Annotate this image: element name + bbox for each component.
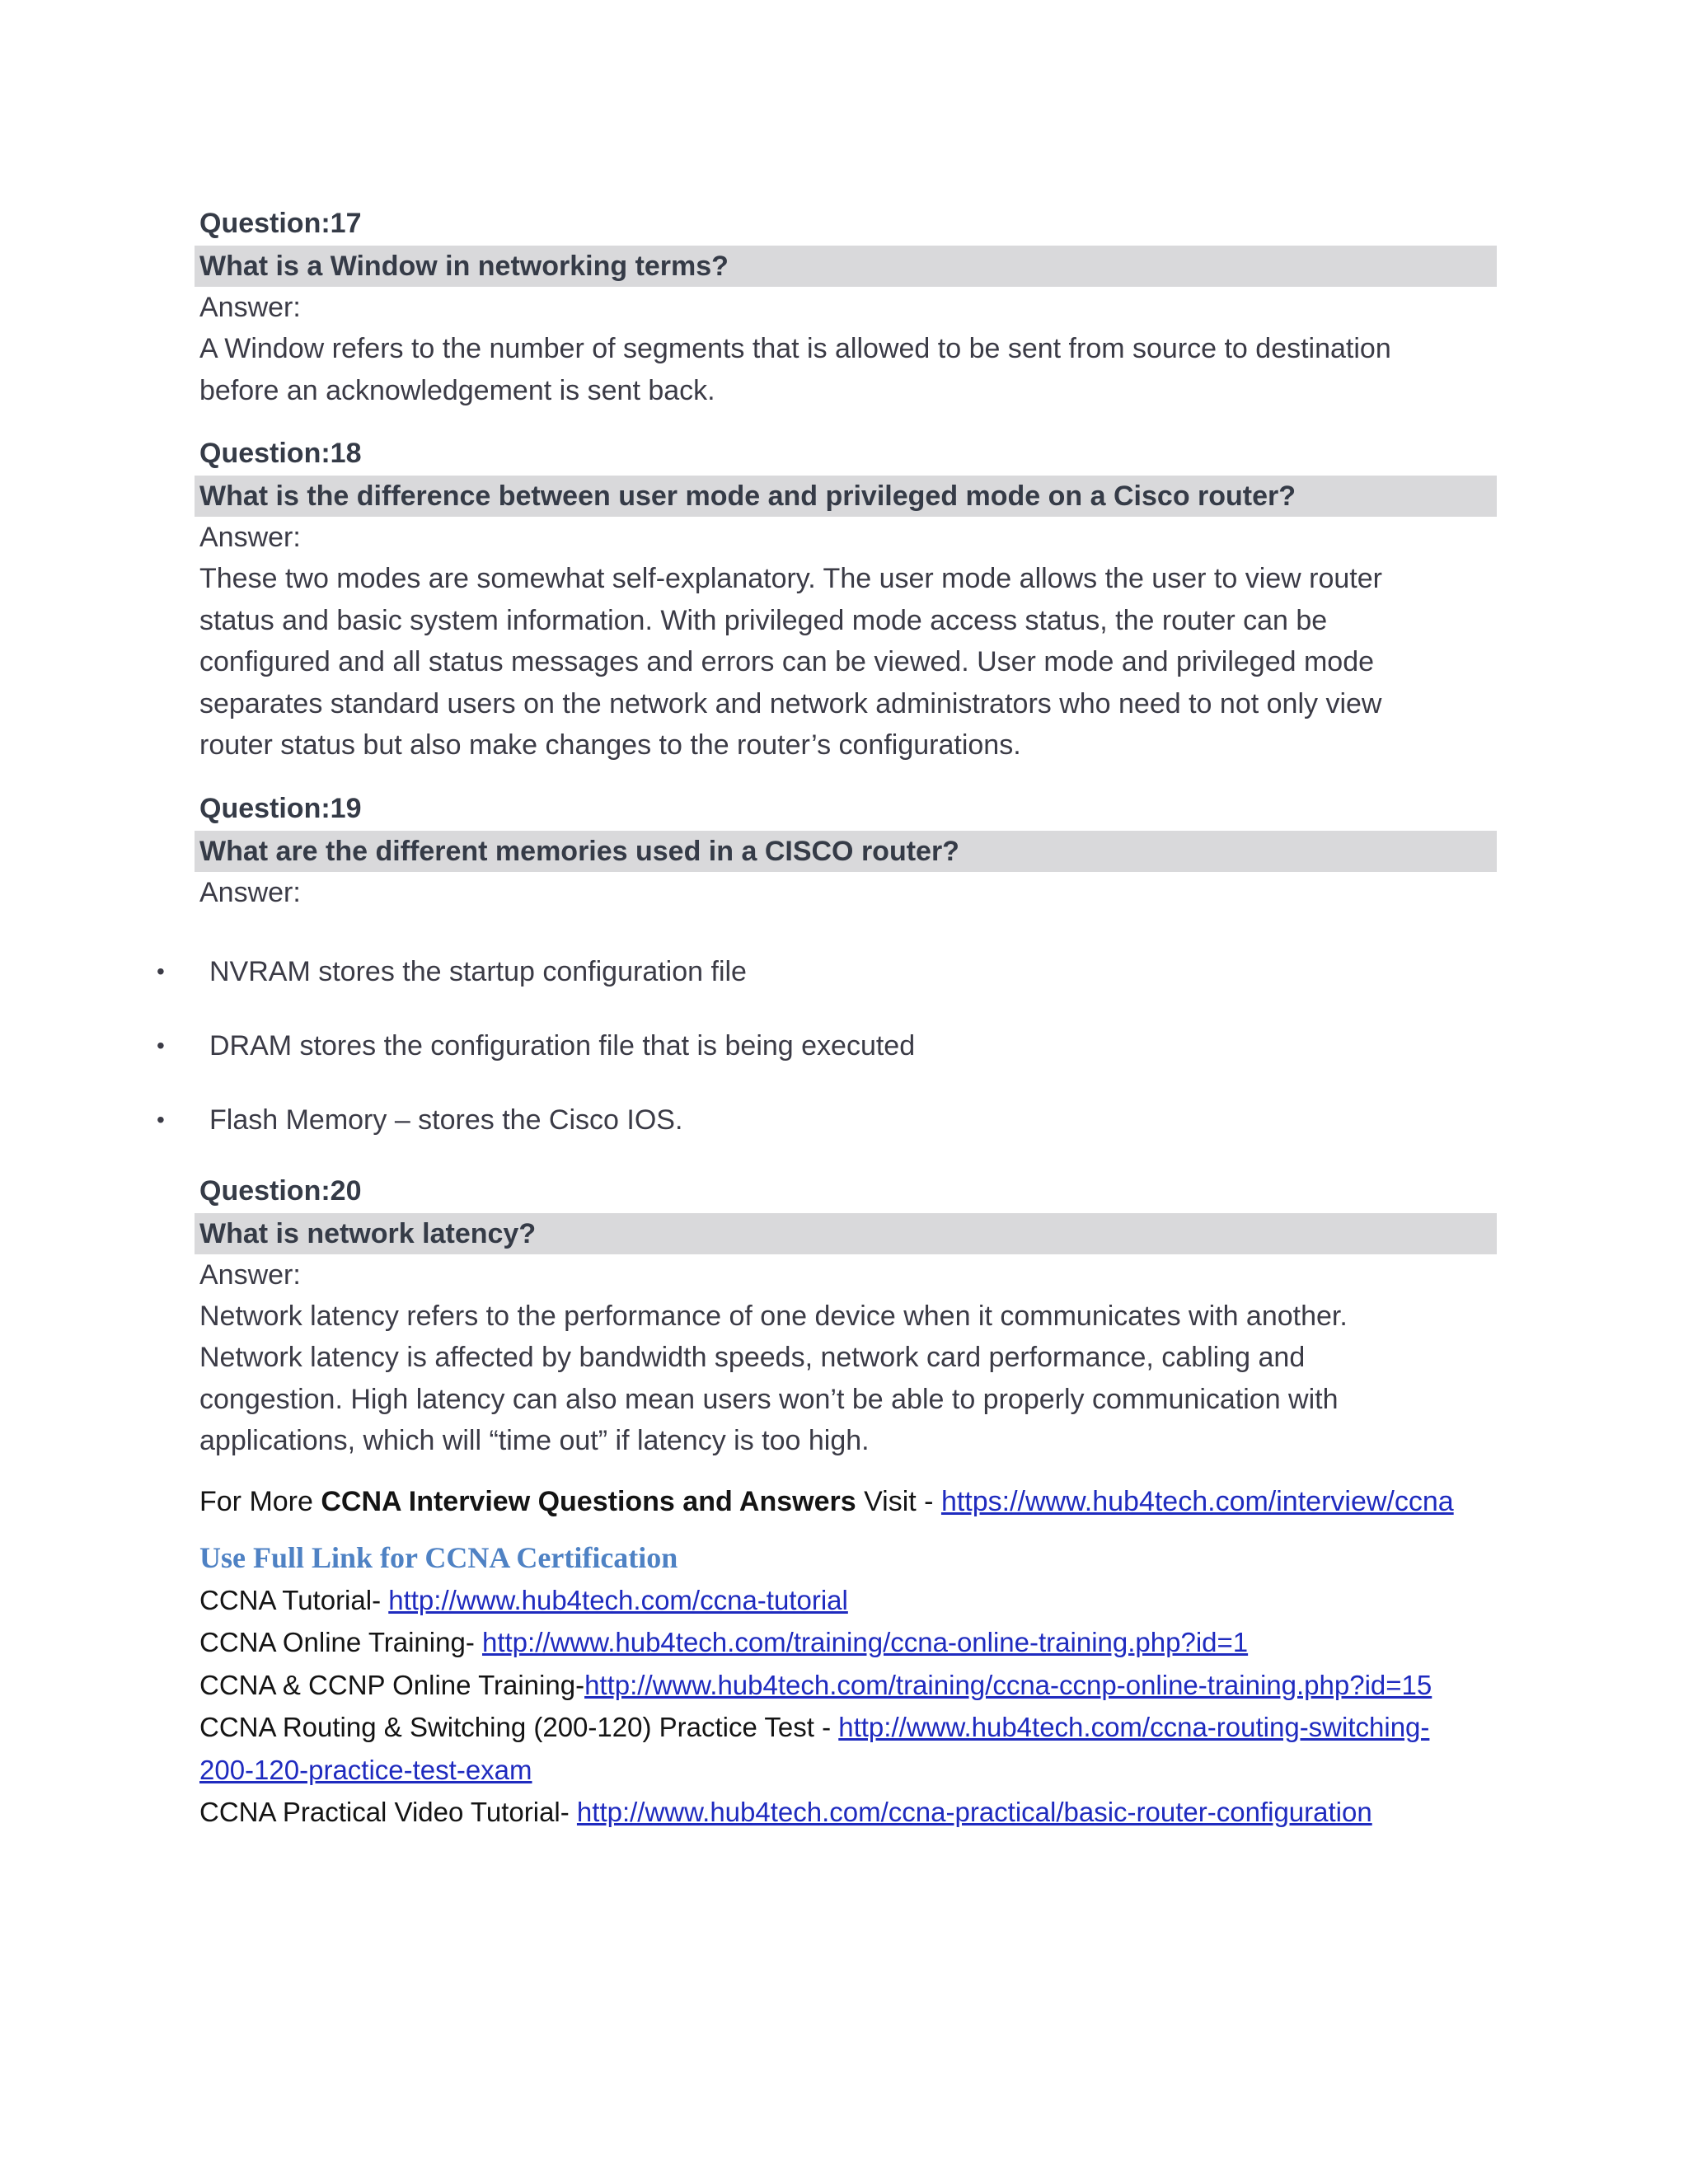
more-questions-line: For More CCNA Interview Questions and Answers Visit - https://www.hub4tech.com/interview/ccna (199, 1485, 1454, 1517)
answer-line: A Window refers to the number of segments that is allowed to be sent from source to destination (199, 333, 1391, 364)
answer-label: Answer: (199, 292, 301, 323)
answer-line: applications, which will “time out” if latency is too high. (199, 1425, 870, 1456)
answer-line: router status but also make changes to the router’s configurations. (199, 729, 1021, 761)
list-item: • NVRAM stores the startup configuration file (0, 951, 1319, 1025)
list-item: • DRAM stores the configuration file that is being executed (0, 1025, 1319, 1099)
question-17 (195, 204, 1497, 411)
question-text: What is the difference between user mode and privileged mode on a Cisco router? (195, 476, 1497, 517)
answer-text (195, 1296, 1485, 1462)
question-label: Question:18 (199, 438, 362, 469)
list-item: • Flash Memory – stores the Cisco IOS. (0, 1099, 1319, 1149)
answer-text (195, 328, 1485, 411)
online-training-link[interactable]: http://www.hub4tech.com/training/ccna-online-training.php?id=1 (481, 1627, 1249, 1657)
question-text: What is network latency? (195, 1213, 1497, 1254)
resource-line-video-tutorial: CCNA Practical Video Tutorial- http://www.hub4tech.com/ccna-practical/basic-router-configuration (199, 1797, 1372, 1827)
resource-line-practice-test: CCNA Routing & Switching (200-120) Practice Test - http://www.hub4tech.com/ccna-routing-switching- (199, 1712, 1430, 1742)
answer-label: Answer: (199, 1258, 301, 1291)
certification-heading: Use Full Link for CCNA Certification (199, 1540, 678, 1574)
question-label: Question:17 (199, 208, 362, 239)
question-text: What is a Window in networking terms? (195, 246, 1497, 287)
answer-line: status and basic system information. With privileged mode access status, the router can be (199, 604, 1328, 636)
bullet-icon: • (157, 958, 165, 984)
answer-line: Network latency is affected by bandwidth speeds, network card performance, cabling and (199, 1342, 1306, 1373)
answer-text (195, 558, 1485, 766)
tutorial-link[interactable]: http://www.hub4tech.com/ccna-tutorial (388, 1584, 848, 1615)
practice-test-link-cont[interactable]: 200-120-practice-test-exam (199, 1754, 532, 1785)
interview-link[interactable]: https://www.hub4tech.com/interview/ccna (940, 1485, 1454, 1517)
bullet-icon: • (157, 1106, 165, 1132)
video-tutorial-link[interactable]: http://www.hub4tech.com/ccna-practical/basic-router-configuration (576, 1797, 1372, 1827)
answer-line: separates standard users on the network and network administrators who need to not only view (199, 687, 1382, 719)
resource-line-ccnp-training: CCNA & CCNP Online Training-http://www.hub4tech.com/training/ccna-ccnp-online-training.php?id=15 (199, 1669, 1432, 1700)
answer-line: congestion. High latency can also mean users won’t be able to properly communication with (199, 1383, 1339, 1415)
answer-label: Answer: (199, 876, 301, 908)
answer-line: before an acknowledgement is sent back. (199, 374, 715, 406)
resource-line-practice-test-cont (195, 1749, 1497, 1792)
answer-label: Answer: (199, 522, 301, 553)
ccnp-training-link[interactable]: http://www.hub4tech.com/training/ccna-ccnp-online-training.php?id=15 (584, 1669, 1432, 1700)
question-label: Question:19 (199, 792, 362, 824)
question-20 (195, 1172, 1497, 1462)
memory-list (0, 951, 1319, 1149)
answer-line: These two modes are somewhat self-explanatory. The user mode allows the user to view router (199, 563, 1382, 594)
question-18 (195, 434, 1497, 766)
question-19 (157, 790, 1497, 1149)
footer-bold-text: CCNA Interview Questions and Answers (321, 1485, 856, 1517)
answer-line: configured and all status messages and errors can be viewed. User mode and privileged mode (199, 646, 1375, 677)
resource-line-online-training: CCNA Online Training- http://www.hub4tech.com/training/ccna-online-training.php?id=1 (199, 1627, 1249, 1657)
practice-test-link[interactable]: http://www.hub4tech.com/ccna-routing-switching- (838, 1712, 1430, 1742)
page-content (157, 204, 1497, 1834)
question-text: What are the different memories used in a CISCO router? (195, 831, 1497, 872)
answer-line: Network latency refers to the performance of one device when it communicates with another. (199, 1300, 1348, 1332)
resource-line-tutorial: CCNA Tutorial- http://www.hub4tech.com/ccna-tutorial (199, 1584, 848, 1615)
bullet-icon: • (157, 1032, 165, 1058)
question-label: Question:20 (199, 1174, 362, 1207)
